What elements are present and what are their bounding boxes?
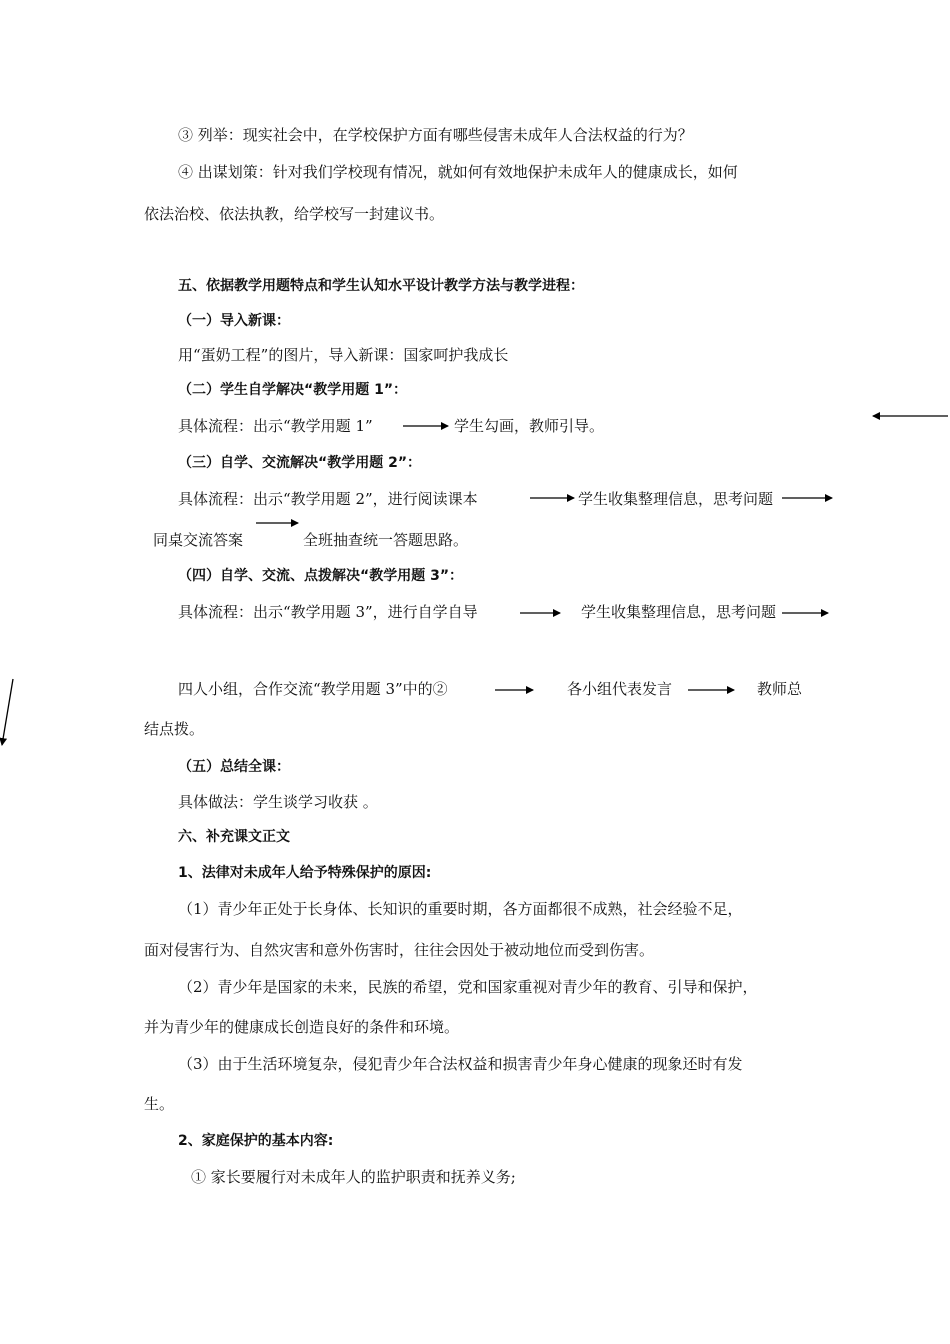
list-item-3: ③ 列举：现实社会中，在学校保护方面有哪些侵害未成年人合法权益的行为？	[178, 126, 693, 144]
reason-2-line-2: 并为青少年的健康成长创造良好的条件和环境。	[144, 1018, 460, 1036]
reason-2-line-1: （2）青少年是国家的未来，民族的希望，党和国家重视对青少年的教育、引导和保护，	[178, 978, 758, 996]
subsection-5-2-text-a: 具体流程：出示“教学用题 1”	[178, 417, 373, 435]
subsection-6-1-heading: 1、法律对未成年人给予特殊保护的原因:	[178, 865, 432, 881]
list-item-4-line-1: ④ 出谋划策：针对我们学校现有情况，就如何有效地保护未成年人的健康成长，如何	[178, 163, 738, 181]
subsection-5-1-heading: （一）导入新课：	[178, 313, 290, 329]
subsection-5-4-text-d: 各小组代表发言	[567, 680, 673, 698]
subsection-5-4-text-f: 结点拨。	[144, 720, 205, 738]
reason-3-line-2: 生。	[144, 1095, 175, 1113]
subsection-5-4-heading: （四）自学、交流、点拨解决“教学用题 3”：	[178, 568, 464, 584]
stray-arrow-left-margin	[2, 679, 13, 745]
subsection-5-2-text-b: 学生勾画，教师引导。	[454, 417, 605, 435]
subsection-6-2-heading: 2、家庭保护的基本内容:	[178, 1133, 334, 1149]
section-5-heading: 五、依据教学用题特点和学生认知水平设计教学方法与教学进程：	[178, 278, 584, 294]
subsection-5-5-heading: （五）总结全课：	[178, 759, 290, 775]
subsection-5-4-text-e: 教师总	[757, 680, 803, 698]
section-6-heading: 六、补充课文正文	[178, 829, 290, 845]
subsection-5-4-text-a: 具体流程：出示“教学用题 3”，进行自学自导	[178, 603, 478, 621]
subsection-5-4-text-b: 学生收集整理信息，思考问题	[581, 603, 777, 621]
subsection-5-3-text-d: 全班抽查统一答题思路。	[303, 531, 469, 549]
subsection-5-4-text-c: 四人小组，合作交流“教学用题 3”中的②	[178, 680, 448, 698]
reason-1-line-2: 面对侵害行为、自然灾害和意外伤害时，往往会因处于被动地位而受到伤害。	[144, 941, 655, 959]
family-protection-item-1: ① 家长要履行对未成年人的监护职责和抚养义务;	[191, 1168, 516, 1186]
subsection-5-1-text: 用“蛋奶工程”的图片，导入新课：国家呵护我成长	[178, 346, 509, 364]
subsection-5-3-text-c: 同桌交流答案	[153, 531, 244, 549]
reason-1-line-1: （1）青少年正处于长身体、长知识的重要时期，各方面都很不成熟，社会经验不足，	[178, 900, 743, 918]
subsection-5-5-text: 具体做法：学生谈学习收获 。	[178, 793, 378, 811]
reason-3-line-1: （3）由于生活环境复杂，侵犯青少年合法权益和损害青少年身心健康的现象还时有发	[178, 1055, 743, 1073]
subsection-5-3-text-a: 具体流程：出示“教学用题 2”，进行阅读课本	[178, 490, 478, 508]
list-item-4-line-2: 依法治校、依法执教，给学校写一封建议书。	[144, 205, 445, 223]
subsection-5-3-text-b: 学生收集整理信息，思考问题	[578, 490, 774, 508]
subsection-5-3-heading: （三）自学、交流解决“教学用题 2”：	[178, 455, 422, 471]
subsection-5-2-heading: （二）学生自学解决“教学用题 1”：	[178, 382, 408, 398]
